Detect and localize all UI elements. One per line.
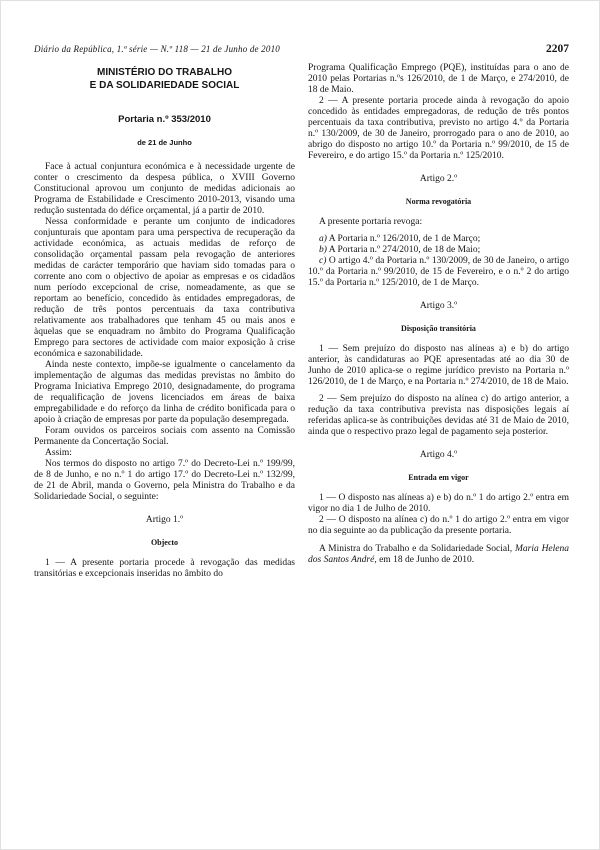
preamble-paragraph: Nessa conformidade e perante um conjunto de indicadores conjunturais que apontam para uma perspectiva de recuperação da actividade económica, as actuais medidas de reforço de consolidação orçamental passam pela revogação de anteriores medidas de carácter temporário que haviam sido tomadas para o corrente ano com o objectivo de apoiar as empresas e os cidadãos num período excepcional de crise, nomeadamente, as que se reportam ao benefício, concedido às entidades empregadoras, de redução de três pontos percentuais da taxa contributiva relativamente aos trabalhadores que tenham 45 ou mais anos e àquelas que se enquadram no âmbito do Programa Qualificação Emprego para sectores de actividade com maior exposição à crise económica e sazonabilidade. (34, 217, 295, 359)
article-1-paragraph-1-end: Programa Qualificação Emprego (PQE), instituídas para o ano de 2010 pelas Portarias n.ºs 126/2010, de 1 de Março, e 274/2010, de 18 de Maio. (308, 63, 569, 95)
signature-suffix: , em 18 de Junho de 2010. (374, 555, 475, 565)
article-1-paragraph-1-start: 1 — A presente portaria procede à revogação das medidas transitórias e excepcionais inseridas no âmbito do (34, 558, 295, 579)
article-2-intro: A presente portaria revoga: (319, 217, 423, 227)
ministry-heading-line1: MINISTÉRIO DO TRABALHO (97, 67, 232, 78)
journal-title-line: Diário da República, 1.ª série — N.º 118 — 21 de Junho de 2010 (34, 44, 280, 54)
list-item-text: A Portaria n.º 126/2010, de 1 de Março; (326, 234, 481, 244)
article-2-subtitle: Norma revogatória (405, 197, 472, 206)
article-4-paragraph-2: 2 — O disposto na alínea c) do n.º 1 do artigo 2.º entra em vigor no dia seguinte ao da publicação da presente portaria. (308, 515, 569, 536)
preamble-paragraph: Assim: (45, 448, 72, 458)
preamble-paragraph: Ainda neste contexto, impõe-se igualmente o cancelamento da implementação de algumas das medidas previstas no âmbito do Programa Iniciativa Emprego 2010, designadamente, do programa de requalificação de jovens licenciados em áreas de baixa empregabilidade e do reforço da linha de crédito bonificada para o apoio à criação de empresas por parte da população desempregada. (34, 360, 295, 425)
preamble-paragraph: Nos termos do disposto no artigo 7.º do Decreto-Lei n.º 199/99, de 8 de Junho, e no n.º 1 do artigo 17.º do Decreto-Lei n.º 132/99, de 21 de Abril, manda o Governo, pela Ministra do Trabalho e da Solidariedade Social, o seguinte: (34, 459, 295, 502)
signature-line (308, 544, 569, 566)
two-column-body (34, 63, 569, 580)
article-3-subtitle: Disposição transitória (401, 324, 476, 333)
page-header (34, 43, 569, 55)
list-item-a (308, 234, 569, 245)
list-item-b (308, 245, 569, 256)
ministry-heading (34, 67, 295, 92)
article-3-heading: Artigo 3.º (419, 301, 458, 311)
page-number: 2207 (546, 43, 569, 55)
right-column (308, 63, 569, 580)
article-4-heading: Artigo 4.º (419, 450, 458, 460)
alinea-marker: c) (319, 256, 327, 266)
alinea-marker: a) (319, 234, 327, 244)
article-3-paragraph-1: 1 — Sem prejuízo do disposto nas alíneas a) e b) do artigo anterior, às candidaturas ao PQE apresentadas até ao dia 30 de Junho de 2010 aplica-se o regime jurídico previsto na Portaria n.º 126/2010, de 1 de Março, e na Portaria n.º 274/2010, de 18 de Maio. (308, 344, 569, 387)
list-item-text: O artigo 4.º da Portaria n.º 130/2009, de 30 de Janeiro, o artigo 10.º da Portaria n.º 99/2010, de 15 de Fevereiro, e o n.º 2 do artigo 15.º da Portaria n.º 125/2010, de 1 de Março. (308, 256, 569, 288)
article-1-paragraph-2: 2 — A presente portaria procede ainda à revogação do apoio concedido às entidades empregadoras, de redução de três pontos percentuais da taxa contributiva, previsto no artigo 4.º da Portaria n.º 130/2009, de 30 de Janeiro, prorrogado para o ano de 2010, ao abrigo do disposto no artigo 10.º da Portaria n.º 99/2010, de 15 de Fevereiro, e do artigo 15.º da Portaria n.º 125/2010. (308, 96, 569, 161)
revocation-list (308, 234, 569, 289)
left-column (34, 63, 295, 580)
article-1-subtitle: Objecto (150, 538, 179, 547)
article-3-paragraph-2: 2 — Sem prejuízo do disposto na alínea c) do artigo anterior, a redução da taxa contributiva prevista nas disposições legais aí referidas aplica-se às contribuições devidas até 31 de Maio de 2010, ainda que o respectivo prazo legal de pagamento seja posterior. (308, 394, 569, 437)
act-date: de 21 de Junho (137, 138, 192, 147)
minister-name: Maria Helena dos Santos André (308, 544, 569, 565)
list-item-text: A Portaria n.º 274/2010, de 18 de Maio; (326, 245, 481, 255)
article-1-heading: Artigo 1.º (145, 515, 184, 525)
article-4-subtitle: Entrada em vigor (408, 473, 469, 482)
ministry-heading-line2: E DA SOLIDARIEDADE SOCIAL (89, 79, 240, 91)
act-title: Portaria n.º 353/2010 (118, 114, 211, 125)
alinea-marker: b) (319, 245, 327, 255)
signature-prefix: A Ministra do Trabalho e da Solidariedade Social, (319, 544, 515, 554)
article-2-heading: Artigo 2.º (419, 174, 458, 184)
article-4-paragraph-1: 1 — O disposto nas alíneas a) e b) do n.º 1 do artigo 2.º entra em vigor no dia 1 de Julho de 2010. (308, 493, 569, 514)
preamble-paragraph: Foram ouvidos os parceiros sociais com assento na Comissão Permanente da Concertação Social. (34, 426, 295, 447)
list-item-c (308, 256, 569, 289)
preamble-paragraph: Face à actual conjuntura económica e à necessidade urgente de conter o crescimento da despesa pública, o XVIII Governo Constitucional aprovou um conjunto de medidas adicionais ao Programa de Estabilidade e Crescimento 2010-2013, visando uma redução sustentada do défice orçamental, já a partir de 2010. (34, 162, 295, 216)
